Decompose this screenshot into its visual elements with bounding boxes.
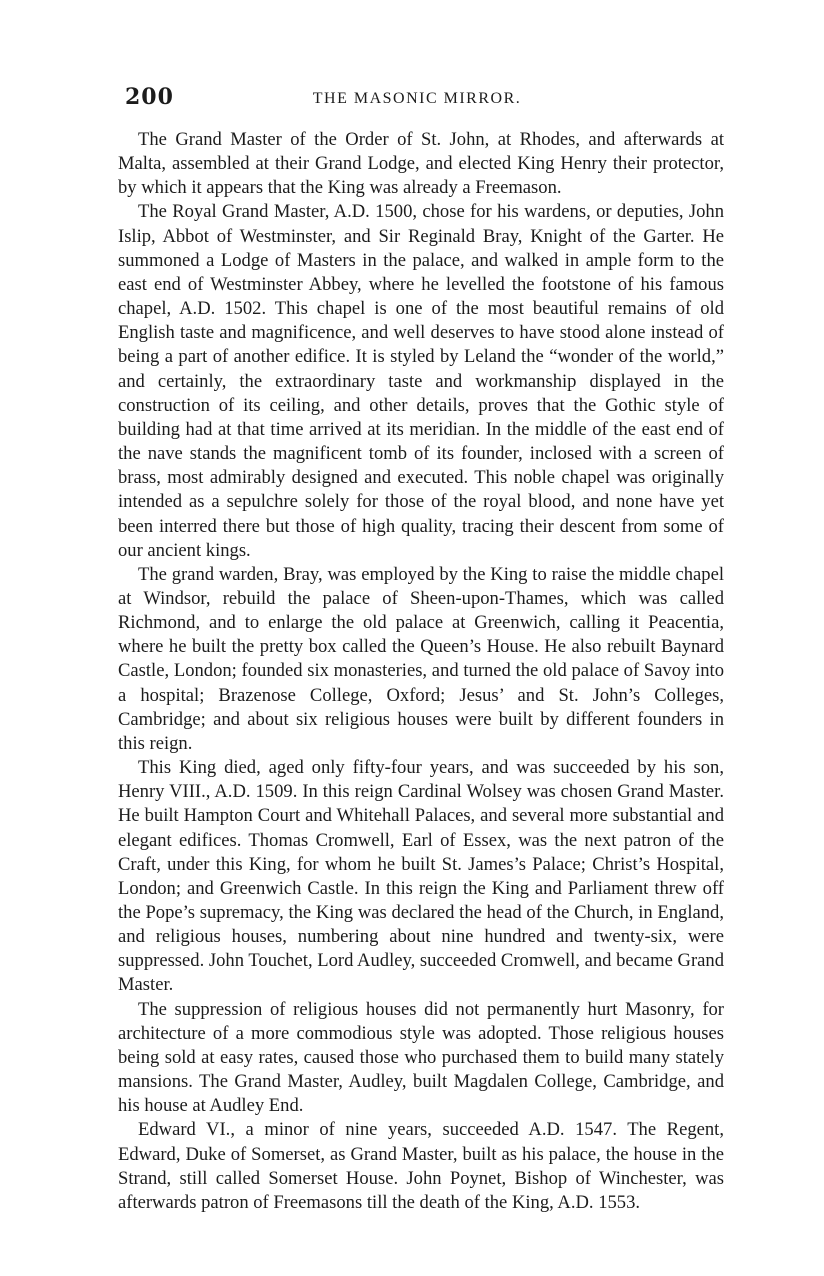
running-title: THE MASONIC MIRROR.: [312, 90, 522, 107]
page-number: 200: [125, 84, 174, 110]
paragraph: Edward VI., a minor of nine years, succeeded A.D. 1547. The Regent, Edward, Duke of Somerset, as Grand Master, built as his palace, the house in the Strand, still called Somerset House. John Poynet, Bishop of Winchester, was afterwards patron of Freemasons till the death of the King, A.D. 1553.: [118, 1119, 724, 1213]
paragraph: The Grand Master of the Order of St. John, at Rhodes, and afterwards at Malta, assembled at their Grand Lodge, and elected King Henry their protector, by which it appears that the King was already a Freemason.: [118, 129, 724, 199]
page-header: [110, 84, 724, 128]
paragraph: The Royal Grand Master, A.D. 1500, chose for his wardens, or deputies, John Islip, Abbot of Westminster, and Sir Reginald Bray, Knight of the Garter. He summoned a Lodge of Masters in the palace, and walked in ample form to the east end of Westminster Abbey, where he levelled the footstone of his famous chapel, A.D. 1502. This chapel is one of the most beautiful remains of old English taste and magnificence, and well deserves to have stood alone instead of being a part of another edifice. It is styled by Leland the “wonder of the world,” and certainly, the extraordinary taste and workmanship displayed in the construction of its ceiling, and other details, proves that the Gothic style of building had at that time arrived at its meridian. In the middle of the east end of the nave stands the magnificent tomb of its founder, inclosed with a screen of brass, most admirably designed and executed. This noble chapel was originally intended as a sepulchre solely for those of the royal blood, and none have yet been interred there but those of high quality, tracing their descent from some of our ancient kings.: [118, 201, 724, 561]
paragraph: This King died, aged only fifty-four years, and was succeeded by his son, Henry VIII., A.D. 1509. In this reign Cardinal Wolsey was chosen Grand Master. He built Hampton Court and Whitehall Palaces, and several more substantial and elegant edifices. Thomas Cromwell, Earl of Essex, was the next patron of the Craft, under this King, for whom he built St. James’s Palace; Christ’s Hospital, London; and Greenwich Castle. In this reign the King and Parliament threw off the Pope’s supremacy, the King was declared the head of the Church, in England, and religious houses, numbering about nine hundred and twenty-six, were suppressed. John Touchet, Lord Audley, succeeded Cromwell, and became Grand Master.: [118, 757, 724, 996]
paragraph: The grand warden, Bray, was employed by the King to raise the middle chapel at Windsor, rebuild the palace of Sheen-upon-Thames, which was called Richmond, and to enlarge the old palace at Greenwich, calling it Peacentia, where he built the pretty box called the Queen’s House. He also rebuilt Baynard Castle, London; founded six monasteries, and turned the old palace of Savoy into a hospital; Brazenose College, Oxford; Jesus’ and St. John’s Colleges, Cambridge; and about six religious houses were built by different founders in this reign.: [118, 563, 724, 754]
body-text: [118, 128, 724, 1215]
paragraph: The suppression of religious houses did not permanently hurt Masonry, for architecture of a more commodious style was adopted. Those religious houses being sold at easy rates, caused those who purchased them to build many stately mansions. The Grand Master, Audley, built Magdalen College, Cambridge, and his house at Audley End.: [118, 998, 724, 1117]
